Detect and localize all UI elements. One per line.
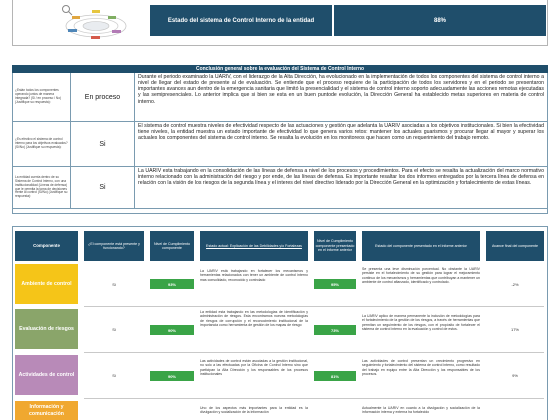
conclusion-row	[12, 73, 548, 122]
conclusion-text: La UARIV esta trabajando en la consolidación de las líneas de defensa a nivel de los procesos y procedimientos. Para el efecto se resalta la actualización del marco normativo interno relacionado con la administración del riesgo y por ende, de las líneas de defensa. Es importante resaltar los dos informes entregados por la tercera línea de defensa en relación con la visión de los riesgos de la segunda línea y el interes del nivel directivo liderado por la Dirección General en la optimización y fortalecimiento de estas líneas.	[134, 167, 547, 208]
component-prev-state: Actualmente la UARIV en cuanto a la divulgación y socialización de la información interna y externa ha fortalecido	[362, 406, 480, 415]
control-wheel-logo-icon	[56, 2, 130, 42]
conclusion-header: Conclusión general sobre la evaluación del Sistema de Control Interno	[12, 65, 548, 73]
row-divider	[84, 306, 544, 307]
component-prev-state: Las actividades de control presentan un crecimiento progresivo en seguimiento y fortalecimiento del sistema de control interno, como resultado del trabajo en equipo entre la Alta Dirección y los responsables de los procesos.	[362, 359, 480, 376]
component-level: 90%	[150, 371, 194, 381]
conclusion-answer: Si	[70, 122, 134, 166]
component-advance: 9%	[512, 372, 518, 378]
status-label: Estado del sistema de Control Interno de la entidad	[150, 5, 332, 36]
component-name: Actividades de control	[15, 355, 78, 395]
component-prev-state: Se presenta una leve disminución porcentual. No obstante la UARIV persiste en el fortalecimiento de su gestión para lograr el mejoramiento continuo de los mecanismos y herramientas que contribuyan a mantener un ambiente de control afianzado, identificado y controlado.	[362, 267, 480, 284]
row-divider	[84, 398, 544, 399]
status-value: 88%	[334, 5, 546, 36]
component-present: Si	[112, 326, 116, 332]
component-current-state: Uno de los aspectos más importantes para la entidad es la divulgación y socialización de la información	[200, 406, 308, 415]
col-header-prev-state: Estado del componente presentado en el informe anterior	[362, 231, 480, 261]
component-prev-state: La UARIV aplico de manera permanente la inclusión de metodologías para el fortalecimiento de la gestión de los riesgos, a través de herramientas que permitan un seguimiento de los riesgos, con el propósito de fortalecer el sistema de control interno en la evaluación y control de estos.	[362, 314, 480, 331]
conclusion-row	[12, 122, 548, 167]
conclusion-question: La entidad cuenta dentro de su Sistema de Control Interno, con una institucionalidad (Líneas de defensa) que le permita la toma de decisiones frente al control (Si/No) (Justifique su respuesta):	[15, 174, 68, 199]
conclusion-question: ¿Es efectivo el sistema de control interno para los objetivos evaluados? (Si/No) (Justifique su respuesta):	[15, 137, 68, 149]
component-prev-level: 73%	[314, 325, 356, 335]
conclusion-text: Durante el periodo examinado la UARIV, con el liderazgo de la Alta Dirección, ha evolucionado en la implementación de todos los componentes del sistema de control interno a nivel de llegar del estado de presente al de evaluación. Se entiende que el proceso requiere de la participación de todos los servidores y en el periodo se presentaron importantes avances aun dentro de la emergencia sanitaria que limitó la presencialidad y el sistema de control interno soporto adecuadamente las acciones remotas ejecutadas y las semipresenciales. Lo anterior implica que si bien se esta en un buen puntode evolución, la Dirección General ha establecido metas superiores en materia de control interno.	[134, 73, 547, 121]
conclusion-text: El sistema de control muestra niveles de efectividad respecto de las actuaciones y gestión que adelanta la UARIV asociadas a los objetivos institucionales. Si bien la efectividad tiene niveles, la entidad muestra un estado importante de efectividad lo que genera varios retos: mantener los actuales guarismos y procurar llegar al mayor y superar los actuales los componentes del sistema de control interno. Se resalta la evolución en los monitoreos que hacen como un requerimiento del trabajo remoto.	[134, 122, 547, 166]
row-divider	[84, 352, 544, 353]
component-prev-level: 81%	[314, 371, 356, 381]
component-name: Información y comunicación	[15, 401, 78, 420]
component-level: 90%	[150, 325, 194, 335]
conclusion-row	[12, 167, 548, 209]
component-prev-level: 95%	[314, 279, 356, 289]
col-header-prev-level: Nivel de Cumplimiento componente presentado en el informe anterior	[314, 231, 356, 261]
component-present: Si	[112, 281, 116, 287]
conclusion-answer: Si	[70, 167, 134, 208]
conclusion-bottom-border	[12, 209, 548, 214]
component-present: Si	[112, 372, 116, 378]
col-header-component: Componente	[15, 231, 78, 261]
component-current-state: Las actividades de control están asociadas a la gestión institucional, no solo a las efectuadas por la Oficina de Control Interno sino que participan la Alta Dirección y los responsables de los procesos institucionales	[200, 359, 308, 376]
component-name: Ambiente de control	[15, 264, 78, 304]
component-advance: -2%	[511, 281, 519, 287]
component-advance: 17%	[510, 326, 519, 332]
component-current-state: La entidad esta trabajando en las metodologías de identificación y administración de riesgos. Esta encontramos nuevas metodologías de riesgos de corrupción y el reconocimiento institucional de la importancia como herramienta de gestión de los mapas de riesgo	[200, 310, 308, 327]
col-header-level: Nivel de Cumplimiento componente	[150, 231, 194, 261]
conclusion-question: ¿Están todos los componentes operando juntos de manera integrada? (Si / en proceso / No) (Justifique su respuesta):	[15, 88, 62, 104]
component-level: 93%	[150, 279, 194, 289]
col-header-current-state: Estado actual: Explicación de las Debilidades y/o Fortalezas	[200, 231, 308, 261]
conclusion-answer: En proceso	[70, 73, 134, 121]
col-header-present: ¿El componente está presente y funcionando?	[84, 231, 144, 261]
component-current-state: La UARIV está trabajando en fortalecer los mecanismos y herramientas relacionados con tener un ambiente de control interno mas consolidado, reconocido y controlado	[200, 269, 308, 282]
col-header-advance: Avance final del componente	[486, 231, 544, 261]
component-name: Evaluación de riesgos	[15, 309, 78, 349]
